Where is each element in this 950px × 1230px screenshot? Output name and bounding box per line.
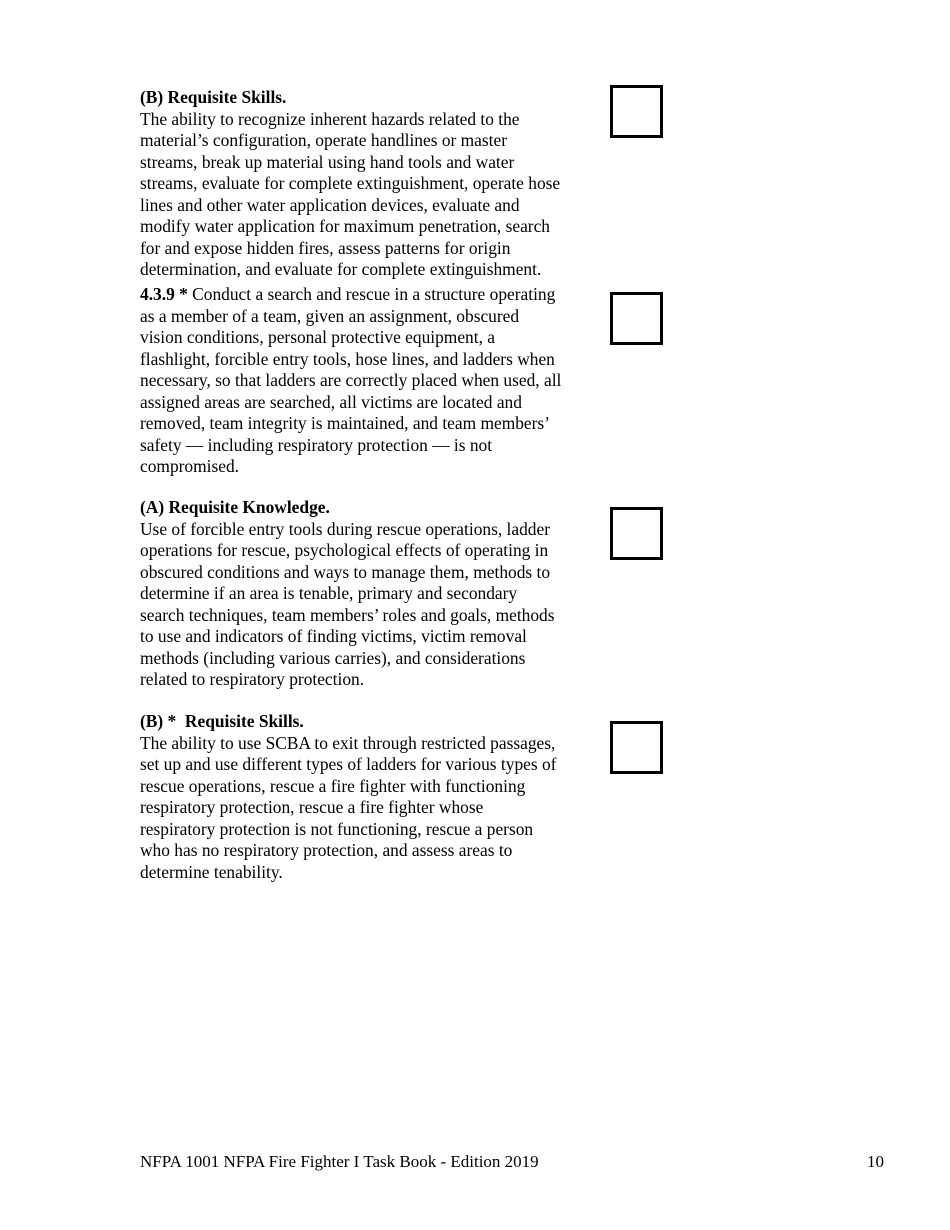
text-line: The ability to use SCBA to exit through restricted passages, [140, 732, 556, 753]
section-4-3-9 [140, 284, 600, 478]
text-line: modify water application for maximum penetration, search [140, 216, 550, 236]
text-line: respiratory protection, rescue a fire fighter whose [140, 797, 484, 817]
text-line: operations for rescue, psychological effects of operating in [140, 540, 549, 560]
text-line: compromised. [140, 456, 240, 476]
section-body [140, 519, 600, 691]
section-body [140, 306, 600, 478]
text-line: streams, break up material using hand tools and water [140, 151, 515, 172]
text-line: obscured conditions and ways to manage them, methods to [140, 561, 551, 582]
text-line: rescue operations, rescue a fire fighter with functioning [140, 775, 526, 796]
text-line: The ability to recognize inherent hazards related to the [140, 108, 520, 129]
text-line: lines and other water application devices, evaluate and [140, 194, 520, 215]
text-line: methods (including various carries), and considerations [140, 647, 526, 668]
page-number: 10 [867, 1152, 884, 1171]
text-line: who has no respiratory protection, and assess areas to [140, 840, 513, 860]
text-line: related to respiratory protection. [140, 669, 365, 689]
text-line: flashlight, forcible entry tools, hose lines, and ladders when [140, 348, 555, 369]
text-line: respiratory protection is not functioning, rescue a person [140, 818, 534, 839]
footer-title: NFPA 1001 NFPA Fire Fighter I Task Book - Edition 2019 [140, 1152, 539, 1171]
section-knowledge-a [140, 497, 600, 691]
checkbox-knowledge-a[interactable] [610, 507, 663, 560]
section-body [140, 733, 600, 884]
section-heading: (B) * Requisite Skills. [140, 711, 304, 731]
section-heading: (B) Requisite Skills. [140, 87, 287, 107]
text-line: determine if an area is tenable, primary and secondary [140, 583, 518, 603]
text-line: removed, team integrity is maintained, and team members’ [140, 413, 550, 433]
text-line: determine tenability. [140, 861, 283, 882]
text-line: safety — including respiratory protection — is not [140, 434, 493, 455]
checkbox-skills-b-1[interactable] [610, 85, 663, 138]
section-number: 4.3.9 * [140, 284, 188, 304]
text-line: set up and use different types of ladders for various types of [140, 754, 557, 774]
section-first-line: Conduct a search and rescue in a structure operating [187, 284, 556, 304]
text-line: search techniques, team members’ roles and goals, methods [140, 604, 555, 625]
text-line: for and expose hidden fires, assess patterns for origin [140, 237, 511, 258]
checkbox-skills-b-2[interactable] [610, 721, 663, 774]
section-skills-b-2 [140, 711, 600, 883]
text-line: streams, evaluate for complete extinguishment, operate hose [140, 173, 561, 193]
section-skills-b-1 [140, 87, 600, 281]
text-line: vision conditions, personal protective equipment, a [140, 327, 495, 347]
text-line: to use and indicators of finding victims, victim removal [140, 626, 527, 646]
text-line: determination, and evaluate for complete extinguishment. [140, 259, 542, 279]
section-heading: (A) Requisite Knowledge. [140, 497, 330, 517]
text-line: assigned areas are searched, all victims are located and [140, 391, 522, 412]
text-line: Use of forcible entry tools during rescue operations, ladder [140, 518, 550, 539]
text-line: material’s configuration, operate handlines or master [140, 130, 508, 150]
text-line: as a member of a team, given an assignment, obscured [140, 305, 520, 326]
section-body [140, 109, 600, 281]
text-line: necessary, so that ladders are correctly placed when used, all [140, 370, 562, 390]
checkbox-4-3-9[interactable] [610, 292, 663, 345]
